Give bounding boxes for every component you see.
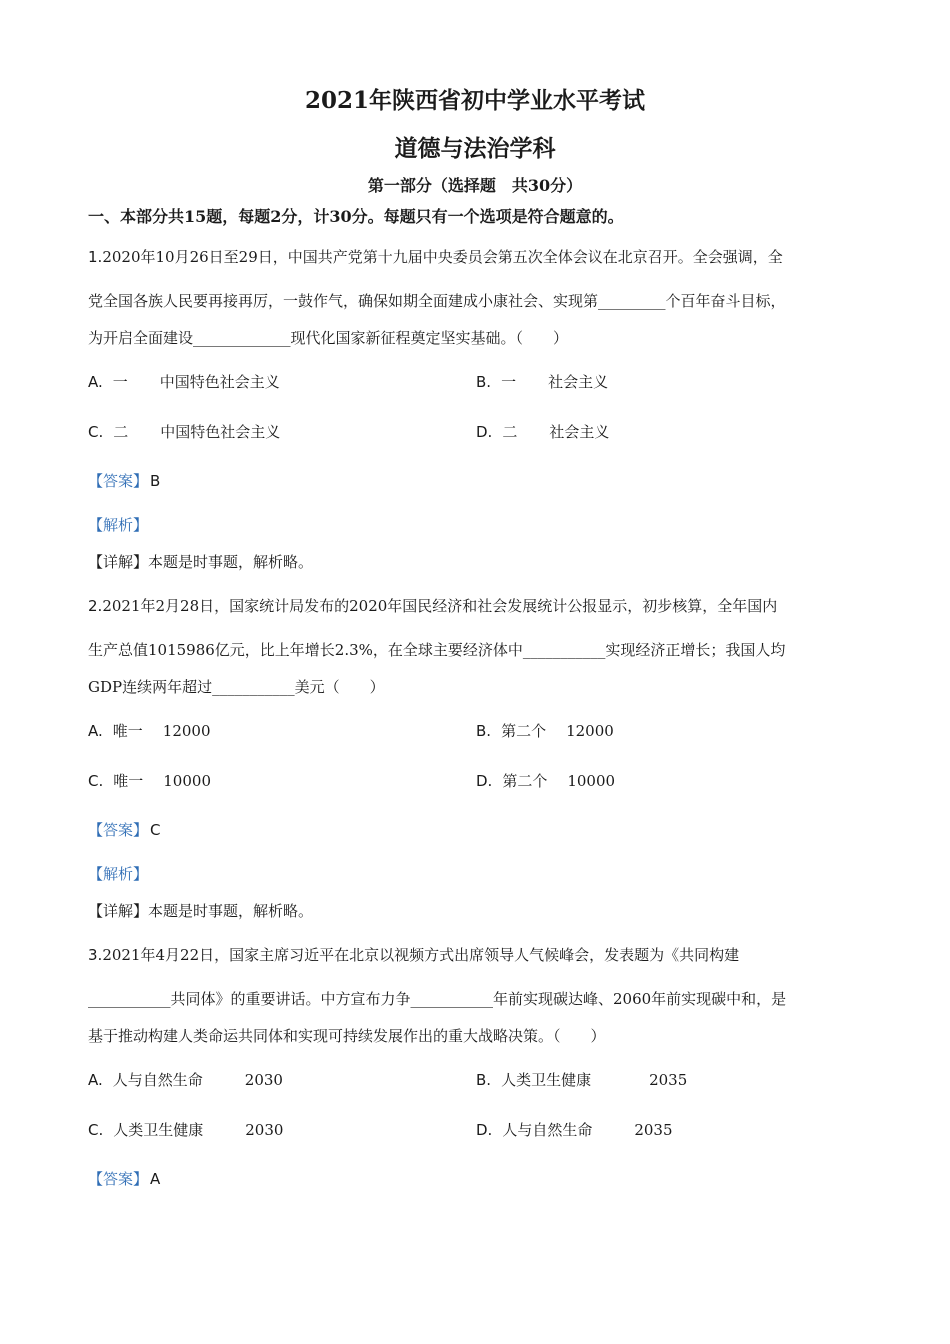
question-3-line-3: 基于推动构建人类命运共同体和实现可持续发展作出的重大战略决策。（ ） [88,1027,606,1045]
question-1-option-d: D. 二 社会主义 [476,423,610,441]
question-1-detail: 【详解】本题是时事题，解析略。 [88,553,314,571]
question-2-analysis: 【解析】 [88,865,149,883]
question-3-option-a: A. 人与自然生命 2030 [88,1071,283,1089]
question-3-line-2: ___________共同体》的重要讲话。中方宣布力争___________年前实现碳达峰、2060年前实现碳中和，是 [88,990,787,1008]
question-3-option-c: C. 人类卫生健康 2030 [88,1121,284,1139]
question-1-line-1: 1.2020年10月26日至29日，中国共产党第十九届中央委员会第五次全体会议在北京召开。全会强调，全 [88,248,783,266]
question-2-option-a: A. 唯一 12000 [88,722,211,740]
section-instruction: 一、本部分共15题，每题2分，计30分。每题只有一个选项是符合题意的。 [88,207,624,226]
exam-title: 2021年陕西省初中学业水平考试 [304,87,645,114]
question-1-answer: 【答案】 B [88,472,161,490]
question-1-line-3: 为开启全面建设_____________现代化国家新征程奠定坚实基础。（ ） [88,329,569,347]
question-1-option-b: B. 一 社会主义 [476,373,609,391]
question-2-line-3: GDP连续两年超过___________美元（ ） [88,678,385,696]
question-3-answer: 【答案】 A [88,1170,161,1188]
question-2-answer: 【答案】 C [88,821,161,839]
question-2-option-c: C. 唯一 10000 [88,772,211,790]
part-heading: 第一部分（选择题 共30分） [367,176,583,195]
question-3-line-1: 3.2021年4月22日，国家主席习近平在北京以视频方式出席领导人气候峰会，发表题为《共同构建 [88,946,740,964]
question-3-option-d: D. 人与自然生命 2035 [476,1121,673,1139]
question-2-line-2: 生产总值1015986亿元，比上年增长2.3%，在全球主要经济体中___________实现经济正增长；我国人均 [88,641,786,659]
question-1-option-c: C. 二 中国特色社会主义 [88,423,281,441]
question-2-option-d: D. 第二个 10000 [476,772,616,790]
question-2-line-1: 2.2021年2月28日，国家统计局发布的2020年国民经济和社会发展统计公报显示，初步核算，全年国内 [88,597,778,615]
question-number: 1. [88,248,103,266]
question-number: 3. [88,946,103,964]
question-3-option-b: B. 人类卫生健康 2035 [476,1071,688,1089]
subject-title: 道德与法治学科 [394,135,556,162]
question-1-analysis: 【解析】 [88,516,149,534]
question-number: 2. [88,597,103,615]
question-1-option-a: A. 一 中国特色社会主义 [88,373,280,391]
question-1-line-2: 党全国各族人民要再接再厉，一鼓作气，确保如期全面建成小康社会、实现第_________个百年奋斗目标， [88,292,786,310]
question-2-detail: 【详解】本题是时事题，解析略。 [88,902,314,920]
question-2-option-b: B. 第二个 12000 [476,722,614,740]
